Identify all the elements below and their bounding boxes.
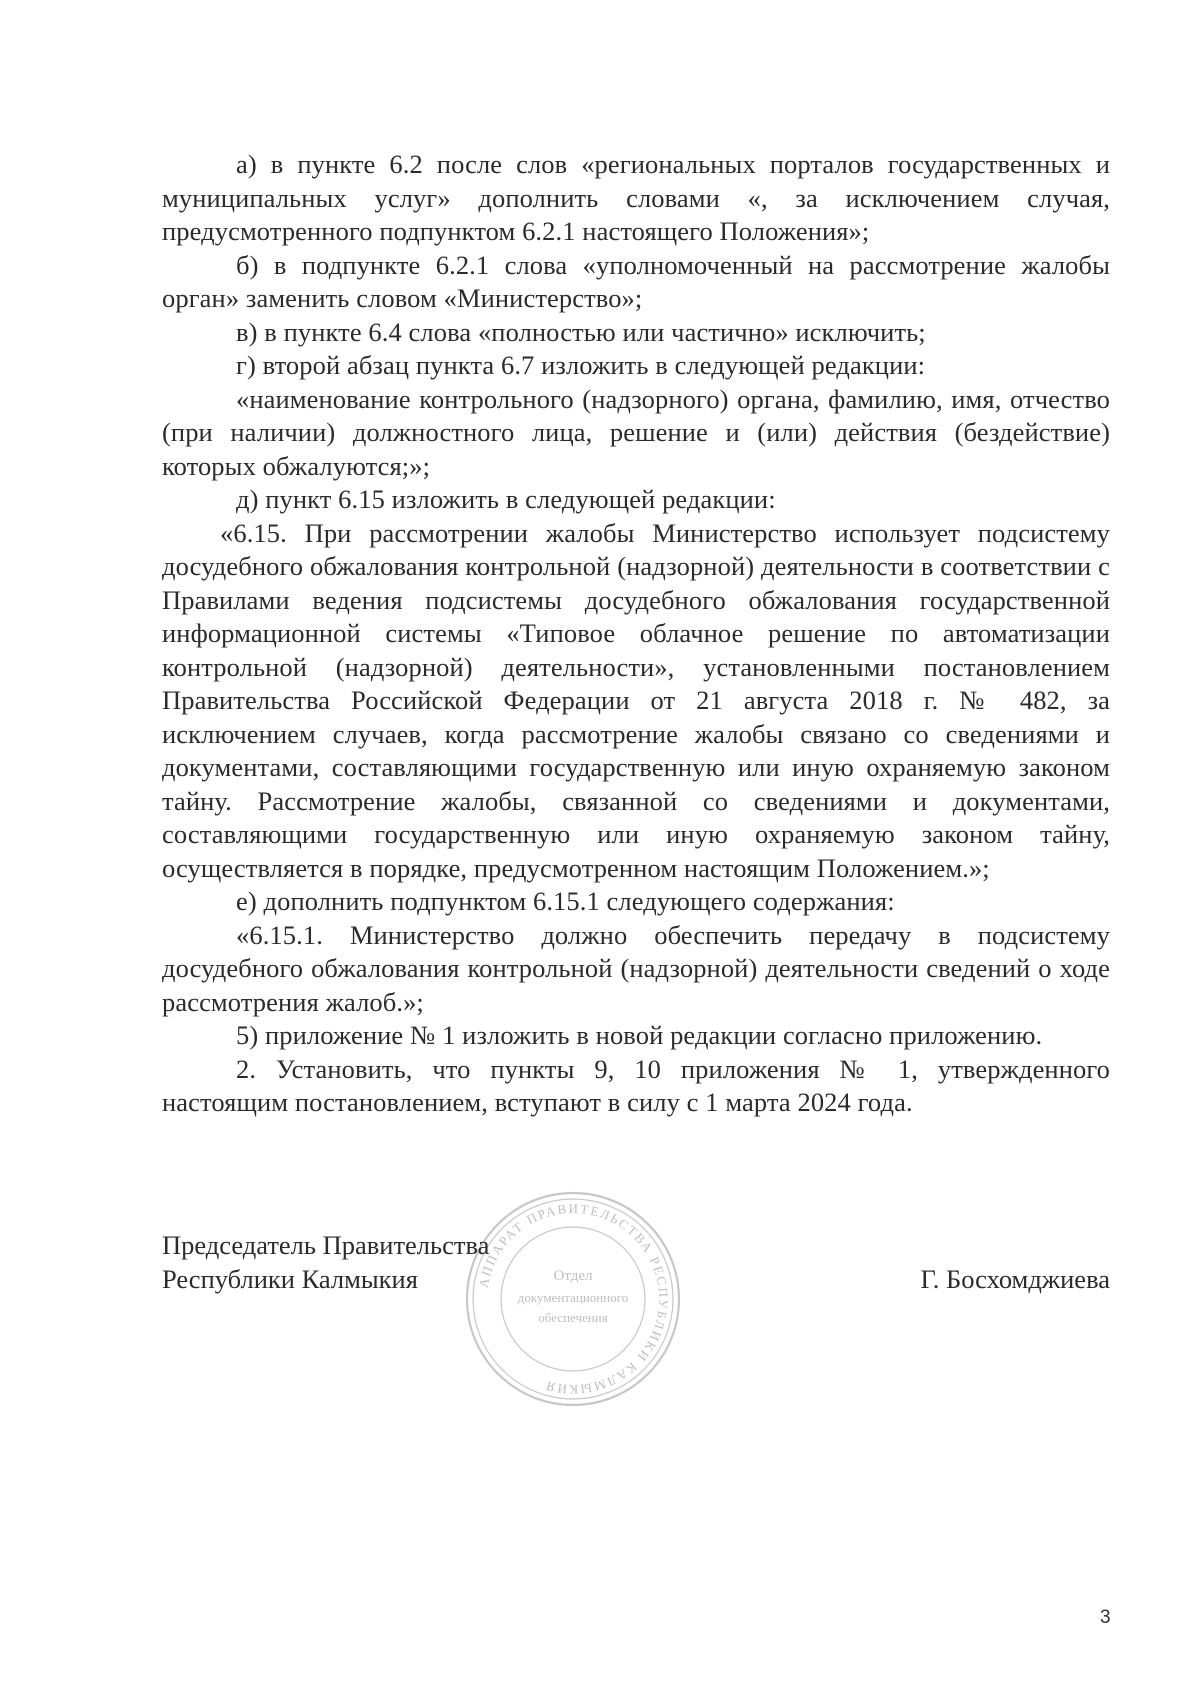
paragraph-b: б) в подпункте 6.2.1 слова «уполномоченный на рассмотрение жалобы орган» заменить словом «Министерство»; <box>162 249 1110 313</box>
paragraph-g-quote: «наименование контрольного (надзорного) органа, фамилию, имя, отчество (при наличии) должностного лица, решение и (или) действия (бездействие) которых обжалуются;»; <box>162 383 1110 481</box>
document-body <box>162 148 1110 1120</box>
paragraph-e-quote: «6.15.1. Министерство должно обеспечить передачу в подсистему досудебного обжалования контрольной (надзорной) деятельности сведений о ходе рассмотрения жалоб.»; <box>162 919 1110 1017</box>
signatory-position <box>162 1228 489 1296</box>
stamp-ring-text: АППАРАТ ПРАВИТЕЛЬСТВА РЕСПУБЛИКИ КАЛМЫКИЯ <box>475 1200 672 1398</box>
paragraph-5: 5) приложение № 1 изложить в новой редакции согласно приложению. <box>236 1020 1043 1050</box>
signatory-position-line-1: Председатель Правительства <box>162 1230 490 1260</box>
signature-block <box>162 1228 1110 1308</box>
paragraph-a: а) в пункте 6.2 после слов «региональных порталов государственных и муниципальных услуг» дополнить словами «, за исключением случая, предусмотренного подпунктом 6.2.1 настоящего Положения»; <box>162 149 1110 246</box>
stamp-line-3: обеспечения <box>538 1310 608 1325</box>
stamp-line-1: Отдел <box>553 1268 593 1284</box>
signatory-name: Г. Босхомджиева <box>920 1264 1110 1294</box>
paragraph-d-quote: «6.15. При рассмотрении жалобы Министерство использует подсистему досудебного обжалования контрольной (надзорной) деятельности в соответствии с Правилами ведения подсистемы досудебного обжалования государственной информационной системы «Типовое облачное решение по автоматизации контрольной (надзорной) деятельности», установленными постановлением Правительства Российской Федерации от 21 августа 2018 г. № 482, за исключением случаев, когда рассмотрение жалобы связано со сведениями и документами, составляющими государственную или иную охраняемую законом тайну. Рассмотрение жалобы, связанной со сведениями и документами, составляющими государственную или иную охраняемую законом тайну, осуществляется в порядке, предусмотренном настоящим Положением.»; <box>162 517 1110 883</box>
stamp-line-2: документационного <box>517 1290 629 1305</box>
paragraph-d: д) пункт 6.15 изложить в следующей редакции: <box>236 484 776 514</box>
paragraph-2: 2. Установить, что пункты 9, 10 приложения № 1, утвержденного настоящим постановлением, вступают в силу с 1 марта 2024 года. <box>162 1053 1110 1117</box>
paragraph-g: г) второй абзац пункта 6.7 изложить в следующей редакции: <box>236 350 926 380</box>
paragraph-v: в) в пункте 6.4 слова «полностью или частично» исключить; <box>236 316 926 347</box>
signatory-position-line-2: Республики Калмыкия <box>162 1264 418 1294</box>
page-number: 3 <box>1100 1607 1111 1628</box>
paragraph-e: е) дополнить подпунктом 6.15.1 следующего содержания: <box>236 886 895 916</box>
